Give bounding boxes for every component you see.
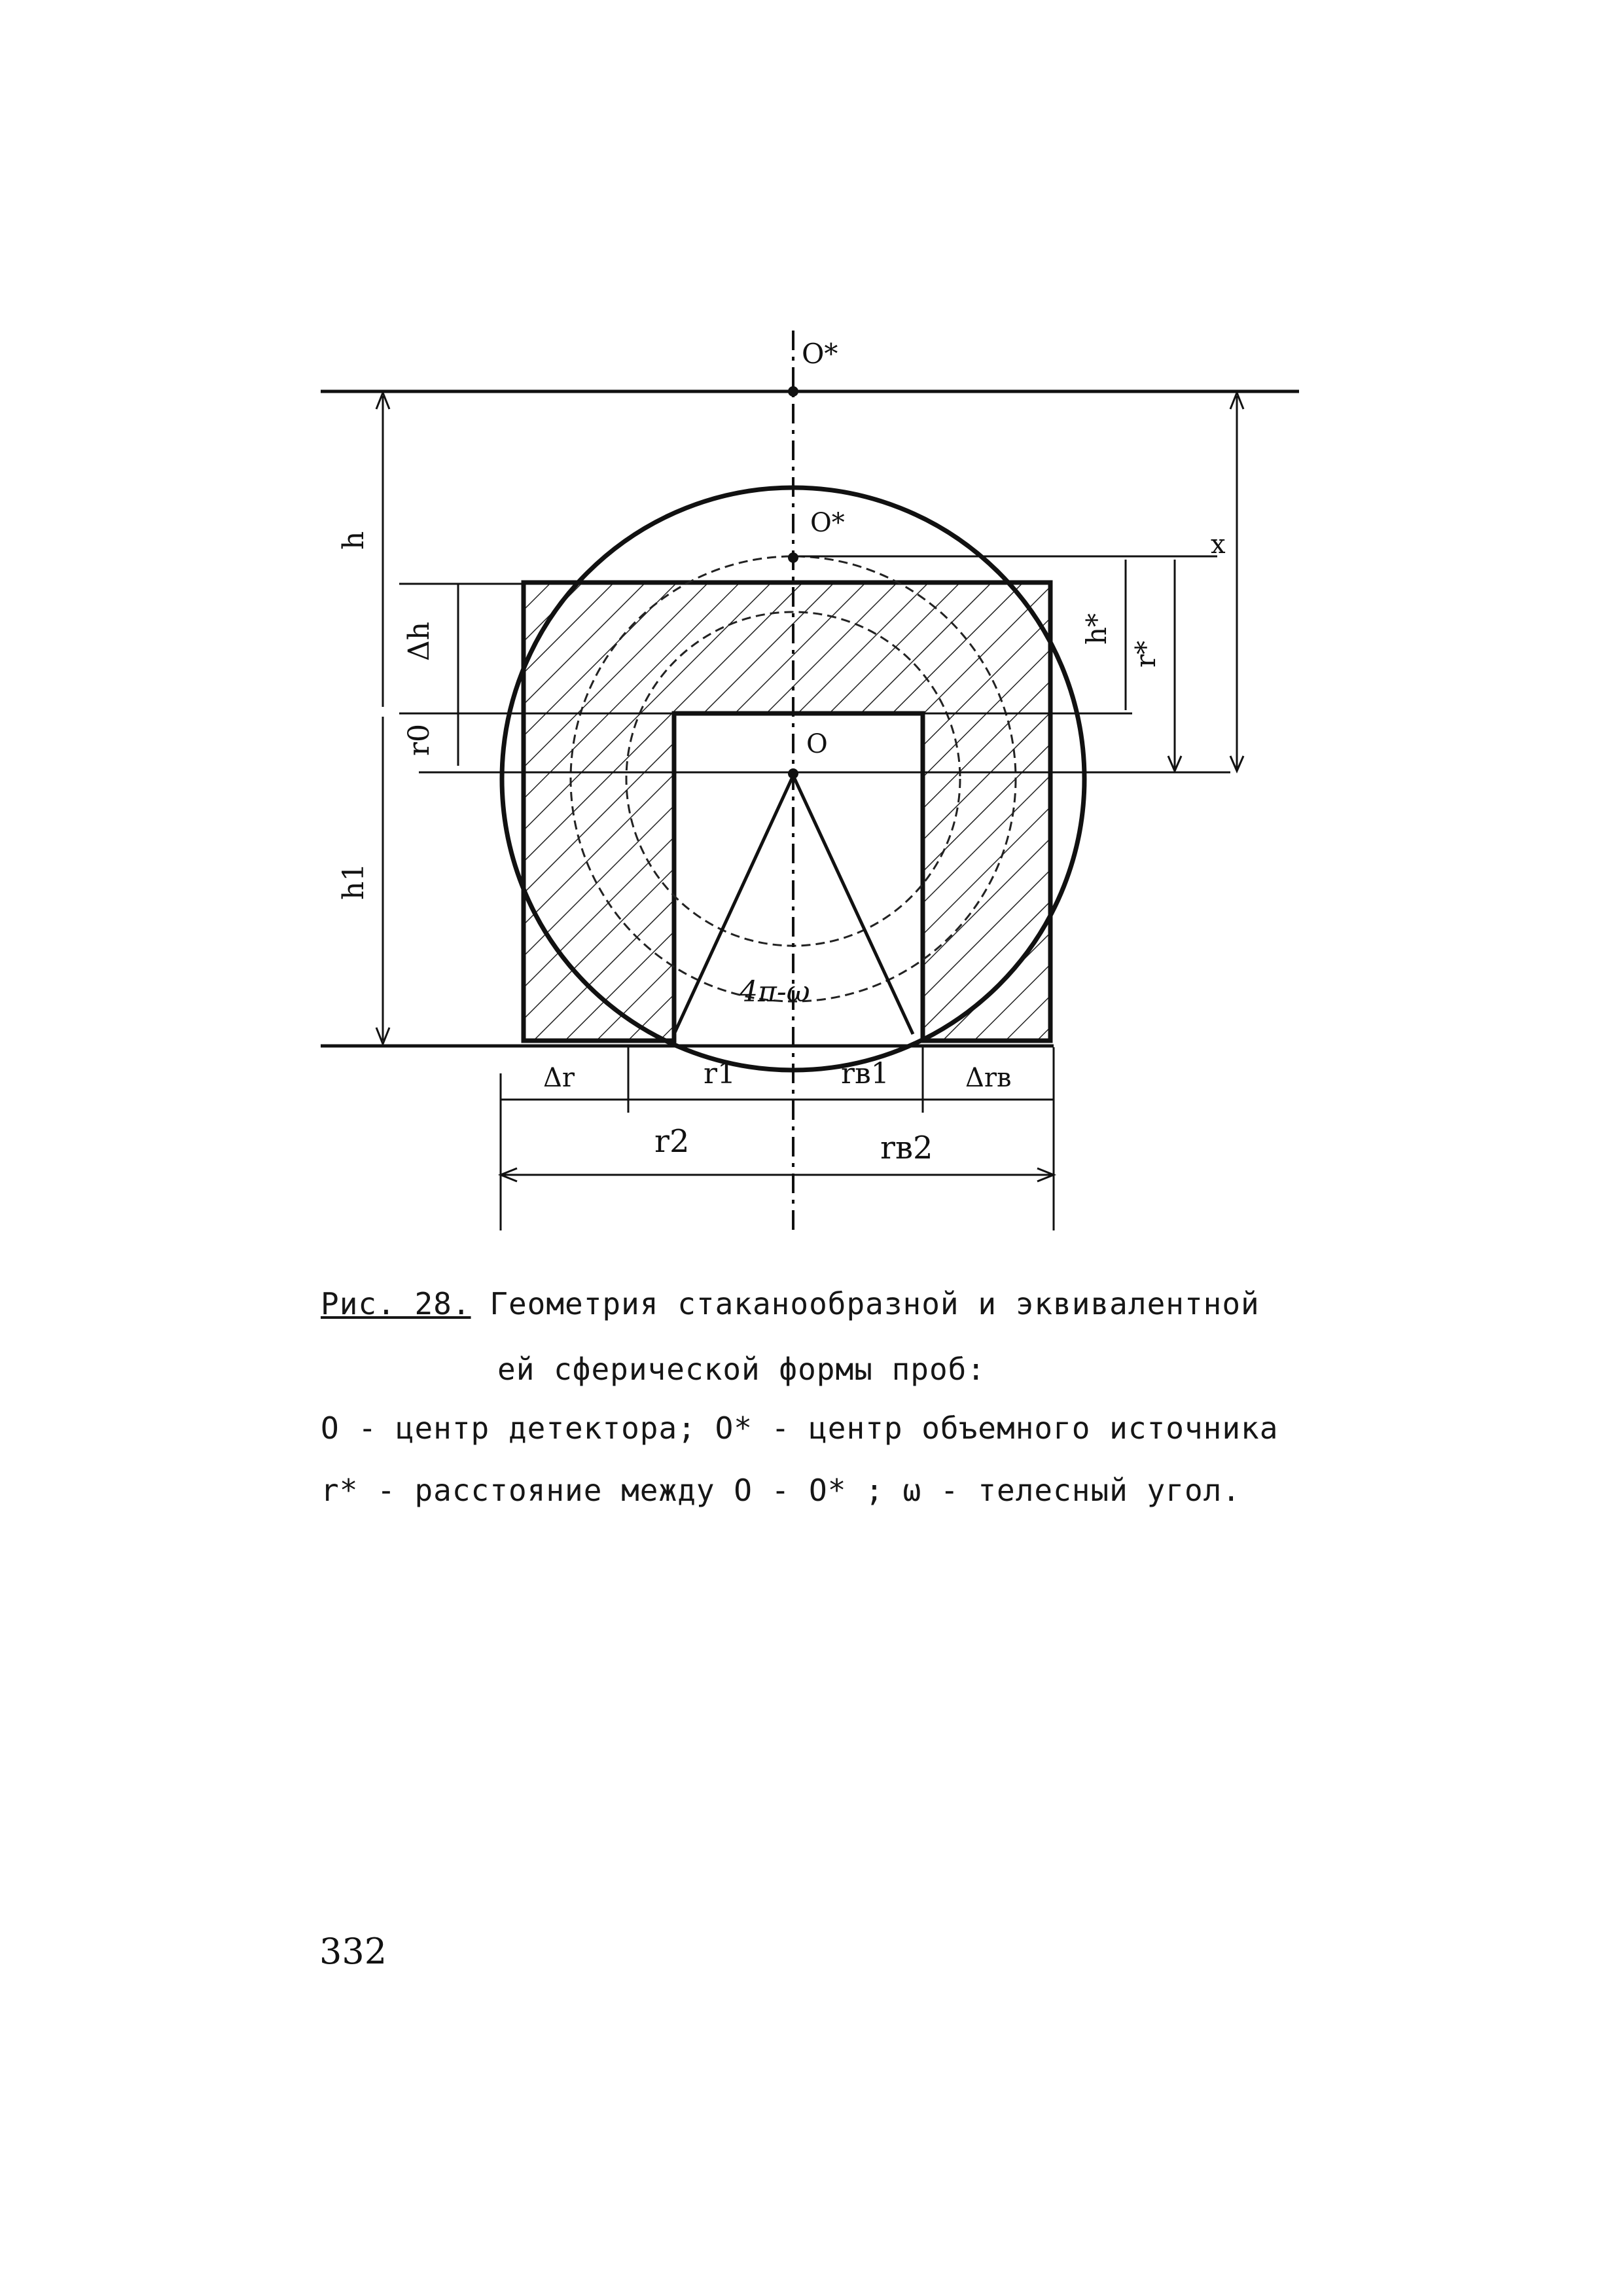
label-rb2: rв2 bbox=[880, 1130, 933, 1166]
label-delta-r: Δr bbox=[543, 1063, 575, 1093]
label-x-right: x bbox=[1211, 529, 1226, 560]
label-rb1: rв1 bbox=[841, 1057, 889, 1090]
dimension-x-right bbox=[1230, 393, 1243, 771]
cup-sample-body bbox=[524, 583, 1050, 1041]
page-number: 332 bbox=[319, 1931, 387, 1972]
label-r0: r0 bbox=[402, 723, 436, 756]
label-delta-rb: Δrв bbox=[965, 1063, 1012, 1093]
label-o-star-inner: O* bbox=[810, 508, 845, 538]
dimension-h1 bbox=[376, 717, 389, 1044]
figure-caption-line-3: O - центр детектора; O* - центр объемного источника bbox=[321, 1410, 1279, 1446]
label-h: h bbox=[337, 531, 370, 550]
label-r1: r1 bbox=[704, 1057, 736, 1090]
figure-reference: Рис. 28. bbox=[321, 1286, 471, 1321]
figure-caption-line-1 bbox=[321, 1286, 1260, 1321]
dimension-r-star bbox=[1168, 560, 1181, 771]
label-r2: r2 bbox=[654, 1123, 690, 1160]
caption-title: Геометрия стаканообразной и эквивалентной bbox=[490, 1286, 1260, 1321]
dimension-row-2 bbox=[501, 1168, 1054, 1181]
point-o-center bbox=[788, 768, 798, 779]
figure-caption-line-4: r* - расстояние между O - O* ; ω - телесный угол. bbox=[321, 1473, 1241, 1508]
label-o-star-top: O* bbox=[802, 338, 838, 370]
label-h1: h1 bbox=[337, 863, 370, 900]
label-r-star: r* bbox=[1130, 640, 1162, 668]
label-solid-angle: 4π-ω bbox=[740, 975, 810, 1009]
label-delta-h: Δh bbox=[402, 621, 436, 661]
figure-caption-line-2: ей сферической формы проб: bbox=[497, 1352, 986, 1387]
label-o-center: O bbox=[806, 729, 828, 759]
point-o-star-top bbox=[788, 386, 798, 397]
dimension-h bbox=[376, 393, 389, 707]
label-h-star: h* bbox=[1080, 613, 1113, 645]
point-o-star-inner bbox=[788, 552, 798, 563]
